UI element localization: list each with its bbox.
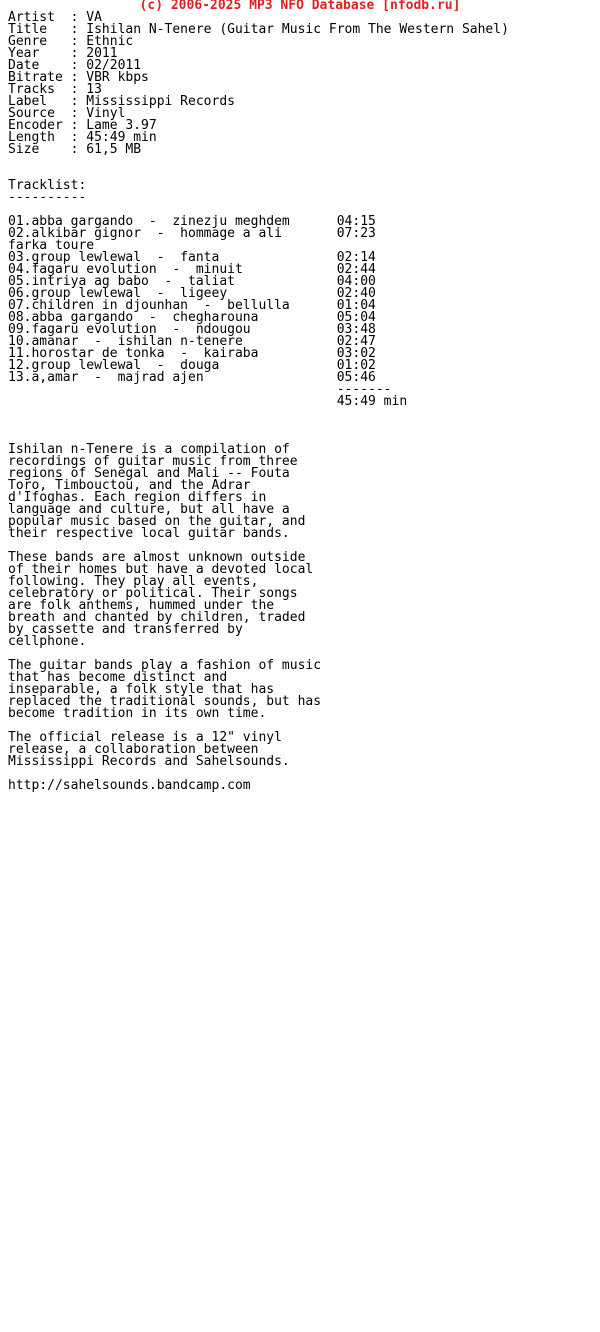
description-line: The guitar bands play a fashion of music [8, 658, 322, 673]
info-date: Date : 02/2011 [8, 58, 142, 73]
blank-line [8, 420, 509, 432]
track-line: farka toure [8, 238, 95, 253]
track-line: 01.abba gargando - zinezju meghdem 04:15 [8, 214, 376, 229]
description-line: breath and chanted by children, traded [8, 610, 306, 625]
info-title: Title : Ishilan N-Tenere (Guitar Music From The Western Sahel) [8, 22, 509, 37]
nfo-database-header: (c) 2006-2025 MP3 NFO Database [nfodb.ru] [139, 0, 461, 13]
track-line: 11.horostar de tonka - kairaba 03:02 [8, 346, 376, 361]
track-line: 07.children in djounhan - bellulla 01:04 [8, 298, 376, 313]
description-line: become tradition in its own time. [8, 706, 267, 721]
blank-line [8, 408, 509, 420]
description-line: d'Ifoghas. Each region differs in [8, 490, 267, 505]
tracklist-heading: Tracklist: [8, 178, 87, 193]
description-line: are folk anthems, hummed under the [8, 598, 275, 613]
info-size: Size : 61,5 MB [8, 142, 142, 157]
info-encoder: Encoder : Lame 3.97 [8, 118, 157, 133]
description-line: replaced the traditional sounds, but has [8, 694, 322, 709]
description-line: These bands are almost unknown outside [8, 550, 306, 565]
track-line: 12.group lewlewal - douga 01:02 [8, 358, 376, 373]
description-line: Ishilan n-Tenere is a compilation of [8, 442, 290, 457]
track-line: 02.alkibar gignor - hommage a ali 07:23 [8, 226, 376, 241]
info-tracks: Tracks : 13 [8, 82, 102, 97]
total-rule: ------- [8, 382, 392, 397]
description-line: inseparable, a folk style that has [8, 682, 275, 697]
track-line: 04.fagaru evolution - minuit 02:44 [8, 262, 376, 277]
description-line: Toro, Timbouctou, and the Adrar [8, 478, 251, 493]
track-line: 05.intriya ag babo - taliat 04:00 [8, 274, 376, 289]
description-line: The official release is a 12" vinyl [8, 730, 282, 745]
blank-line [8, 156, 509, 168]
track-line: 09.fagaru evolution - ndougou 03:48 [8, 322, 376, 337]
track-line: 03.group lewlewal - fanta 02:14 [8, 250, 376, 265]
description-line: popular music based on the guitar, and [8, 514, 306, 529]
info-label: Label : Mississippi Records [8, 94, 235, 109]
tracklist-underline: ---------- [8, 190, 87, 205]
description-line: of their homes but have a devoted local [8, 562, 314, 577]
description-line: that has become distinct and [8, 670, 228, 685]
description-line: recordings of guitar music from three [8, 454, 298, 469]
info-length: Length : 45:49 min [8, 130, 157, 145]
track-line: 06.group lewlewal - ligeey 02:40 [8, 286, 376, 301]
track-line: 13.a,amar - majrad ajen 05:46 [8, 370, 376, 385]
info-artist: Artist : VA [8, 10, 102, 25]
track-line: 10.amanar - ishilan n-tenere 02:47 [8, 334, 376, 349]
description-line: regions of Senegal and Mali -- Fouta [8, 466, 290, 481]
bandcamp-url-link[interactable]: http://sahelsounds.bandcamp.com [8, 778, 251, 793]
description-line: celebratory or political. Their songs [8, 586, 298, 601]
description-line: Mississippi Records and Sahelsounds. [8, 754, 290, 769]
total-length: 45:49 min [8, 394, 408, 409]
info-source: Source : Vinyl [8, 106, 126, 121]
description-line: language and culture, but all have a [8, 502, 290, 517]
description-line: their respective local guitar bands. [8, 526, 290, 541]
track-line: 08.abba gargando - chegharouna 05:04 [8, 310, 376, 325]
nfo-text [8, 12, 509, 792]
description-line: cellphone. [8, 634, 87, 649]
info-bitrate: Bitrate : VBR kbps [8, 70, 149, 85]
info-genre: Genre : Ethnic [8, 34, 134, 49]
description-line: release, a collaboration between [8, 742, 259, 757]
description-line: following. They play all events, [8, 574, 259, 589]
info-year: Year : 2011 [8, 46, 118, 61]
description-line: by cassette and transferred by [8, 622, 243, 637]
